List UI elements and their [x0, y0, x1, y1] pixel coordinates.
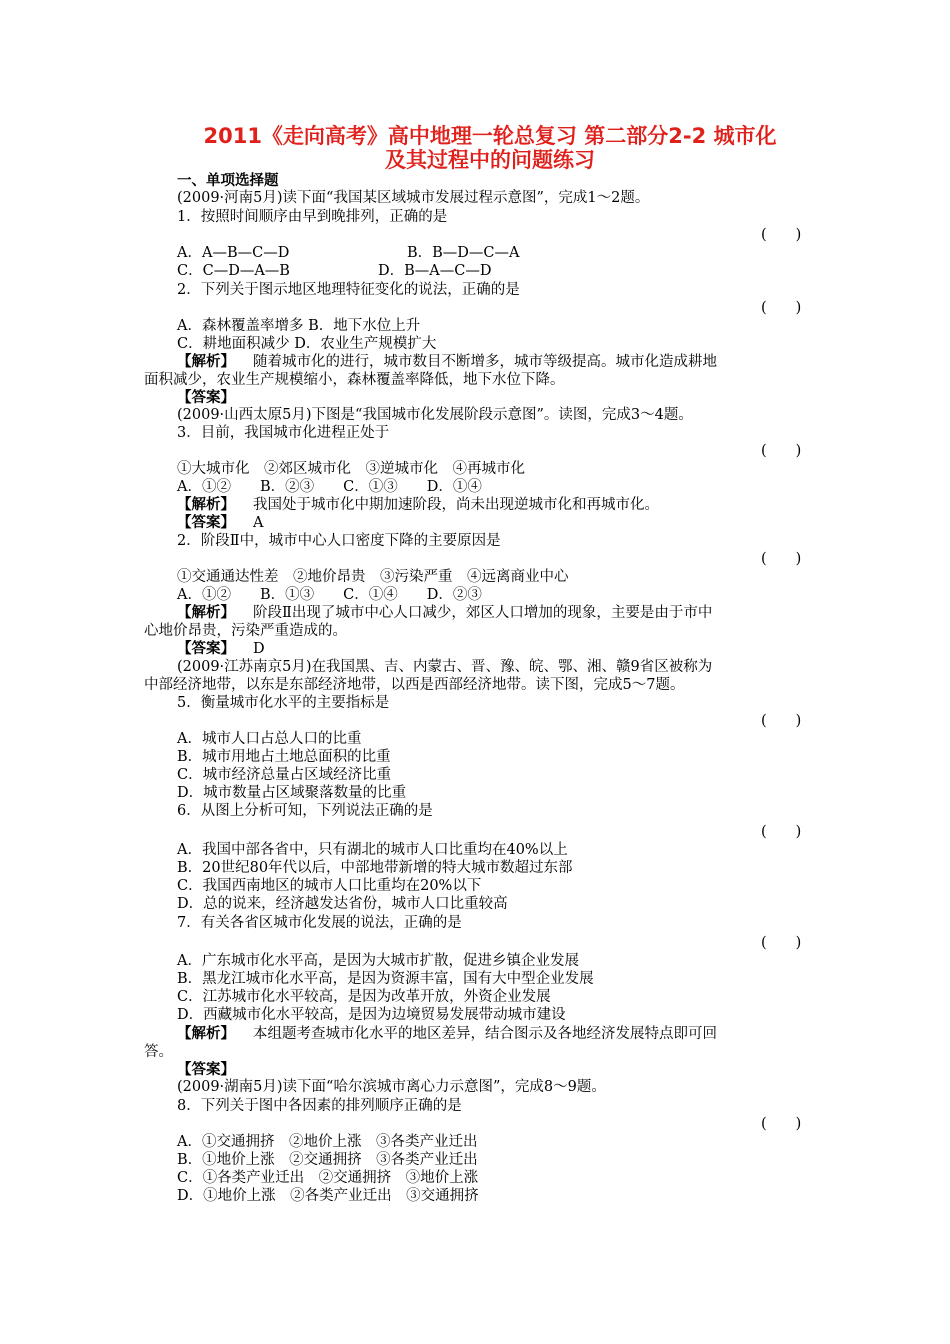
question-4-answer — [177, 640, 950, 658]
document-title-line-1: 2011《走向高考》高中地理一轮总复习 第二部分2-2 城市化 — [203, 124, 777, 148]
question-5-stem: 5．衡量城市化水平的主要指标是 — [177, 695, 390, 711]
analysis-tag: 【解析】 — [177, 1025, 235, 1042]
answer-value: A — [253, 515, 264, 531]
question-7-analysis-cont: 答。 — [144, 1044, 173, 1060]
analysis-text: 阶段Ⅱ出现了城市中心人口减少，郊区人口增加的现象，主要是由于市中 — [253, 605, 713, 621]
answer-blank-8: ( ) — [761, 1116, 802, 1132]
question-8-option-d: D．①地价上涨 ②各类产业迁出 ③交通拥挤 — [177, 1188, 479, 1204]
question-7-option-b: B．黑龙江城市化水平高，是因为资源丰富，国有大中型企业发展 — [177, 971, 594, 987]
intro-q5-7-cont: 中部经济地带，以东是东部经济地带，以西是西部经济地带。读下图，完成5～7题。 — [144, 677, 685, 693]
answer-blank-4: ( ) — [761, 551, 802, 567]
answer-value: D — [253, 641, 265, 657]
question-7-analysis — [177, 1025, 950, 1043]
question-5-option-a: A．城市人口占总人口的比重 — [177, 731, 362, 747]
question-1-option-b: B．B—D—C—A — [407, 245, 520, 261]
answer-tag: 【答案】 — [177, 389, 235, 406]
analysis-text: 本组题考查城市化水平的地区差异，结合图示及各地经济发展特点即可回 — [253, 1026, 717, 1042]
question-7-stem: 7．有关各省区城市化发展的说法，正确的是 — [177, 915, 462, 931]
question-2-options-ab: A．森林覆盖率增多 B．地下水位上升 — [177, 318, 421, 334]
question-7-option-a: A．广东城市化水平高，是因为大城市扩散，促进乡镇企业发展 — [177, 953, 579, 969]
analysis-tag: 【解析】 — [177, 353, 235, 370]
analysis-tag: 【解析】 — [177, 604, 235, 621]
question-6-option-a: A．我国中部各省中，只有湖北的城市人口比重均在40%以上 — [177, 842, 568, 858]
question-6-option-d: D．总的说来，经济越发达省份，城市人口比重较高 — [177, 896, 508, 912]
intro-q8-9: (2009·湖南5月)读下面“哈尔滨城市离心力示意图”，完成8～9题。 — [177, 1079, 606, 1095]
answer-blank-6: ( ) — [761, 824, 802, 840]
answer-tag: 【答案】 — [177, 1061, 235, 1078]
answer-blank-1: ( ) — [761, 227, 802, 243]
question-8-stem: 8．下列关于图中各因素的排列顺序正确的是 — [177, 1098, 462, 1114]
question-1-stem: 1．按照时间顺序由早到晚排列，正确的是 — [177, 209, 448, 225]
question-4-analysis — [177, 604, 950, 622]
question-6-option-b: B．20世纪80年代以后，中部地带新增的特大城市数超过东部 — [177, 860, 573, 876]
answer-blank-7: ( ) — [761, 935, 802, 951]
question-3-answer — [177, 514, 950, 532]
analysis-text: 我国处于城市化中期加速阶段，尚未出现逆城市化和再城市化。 — [253, 497, 659, 513]
document-title-line-2: 及其过程中的问题练习 — [385, 148, 595, 172]
analysis-text: 随着城市化的进行，城市数目不断增多，城市等级提高。城市化造成耕地 — [253, 354, 717, 370]
question-3-options: A．①② B．②③ C．①③ D．①④ — [177, 479, 482, 495]
intro-q3-4: (2009·山西太原5月)下图是“我国城市化发展阶段示意图”。读图，完成3～4题。 — [177, 407, 693, 423]
question-6-stem: 6．从图上分析可知，下列说法正确的是 — [177, 803, 433, 819]
answer-blank-3: ( ) — [761, 443, 802, 459]
section-heading: 一、单项选择题 — [177, 172, 279, 189]
question-2-options-cd: C．耕地面积减少 D．农业生产规模扩大 — [177, 336, 437, 352]
answer-tag: 【答案】 — [177, 640, 235, 657]
question-1-option-d: D．B—A—C—D — [378, 263, 492, 279]
question-5-option-b: B．城市用地占土地总面积的比重 — [177, 749, 391, 765]
question-4-analysis-cont: 心地价昂贵，污染严重造成的。 — [144, 623, 347, 639]
question-5-option-c: C．城市经济总量占区域经济比重 — [177, 767, 392, 783]
answer-blank-5: ( ) — [761, 713, 802, 729]
question-2-analysis — [177, 353, 950, 371]
question-1-option-a: A．A—B—C—D — [177, 245, 290, 261]
question-7-option-c: C．江苏城市化水平较高，是因为改革开放，外资企业发展 — [177, 989, 551, 1005]
question-4-items: ①交通通达性差 ②地价昂贵 ③污染严重 ④远离商业中心 — [177, 569, 569, 585]
intro-q5-7: (2009·江苏南京5月)在我国黑、吉、内蒙古、晋、豫、皖、鄂、湘、赣9省区被称为 — [177, 659, 713, 675]
analysis-tag: 【解析】 — [177, 496, 235, 513]
question-3-analysis — [177, 496, 950, 514]
question-3-stem: 3．目前，我国城市化进程正处于 — [177, 425, 390, 441]
question-7-answer — [177, 1061, 950, 1079]
question-8-option-b: B．①地价上涨 ②交通拥挤 ③各类产业迁出 — [177, 1152, 478, 1168]
question-8-option-a: A．①交通拥挤 ②地价上涨 ③各类产业迁出 — [177, 1134, 478, 1150]
question-2-stem: 2．下列关于图示地区地理特征变化的说法，正确的是 — [177, 282, 520, 298]
question-2-analysis-cont: 面积减少，农业生产规模缩小，森林覆盖率降低，地下水位下降。 — [144, 372, 565, 388]
question-3-items: ①大城市化 ②郊区城市化 ③逆城市化 ④再城市化 — [177, 461, 525, 477]
question-7-option-d: D．西藏城市化水平较高，是因为边境贸易发展带动城市建设 — [177, 1007, 566, 1023]
question-5-option-d: D．城市数量占区域聚落数量的比重 — [177, 785, 407, 801]
question-4-stem: 2．阶段Ⅱ中，城市中心人口密度下降的主要原因是 — [177, 533, 501, 549]
question-1-option-c: C．C—D—A—B — [177, 263, 290, 279]
question-8-option-c: C．①各类产业迁出 ②交通拥挤 ③地价上涨 — [177, 1170, 479, 1186]
intro-q1-2: (2009·河南5月)读下面“我国某区域城市发展过程示意图”，完成1～2题。 — [177, 190, 650, 206]
question-4-options: A．①② B．①③ C．①④ D．②③ — [177, 587, 482, 603]
question-6-option-c: C．我国西南地区的城市人口比重均在20%以下 — [177, 878, 482, 894]
question-2-answer — [177, 389, 950, 407]
answer-tag: 【答案】 — [177, 514, 235, 531]
answer-blank-2: ( ) — [761, 300, 802, 316]
